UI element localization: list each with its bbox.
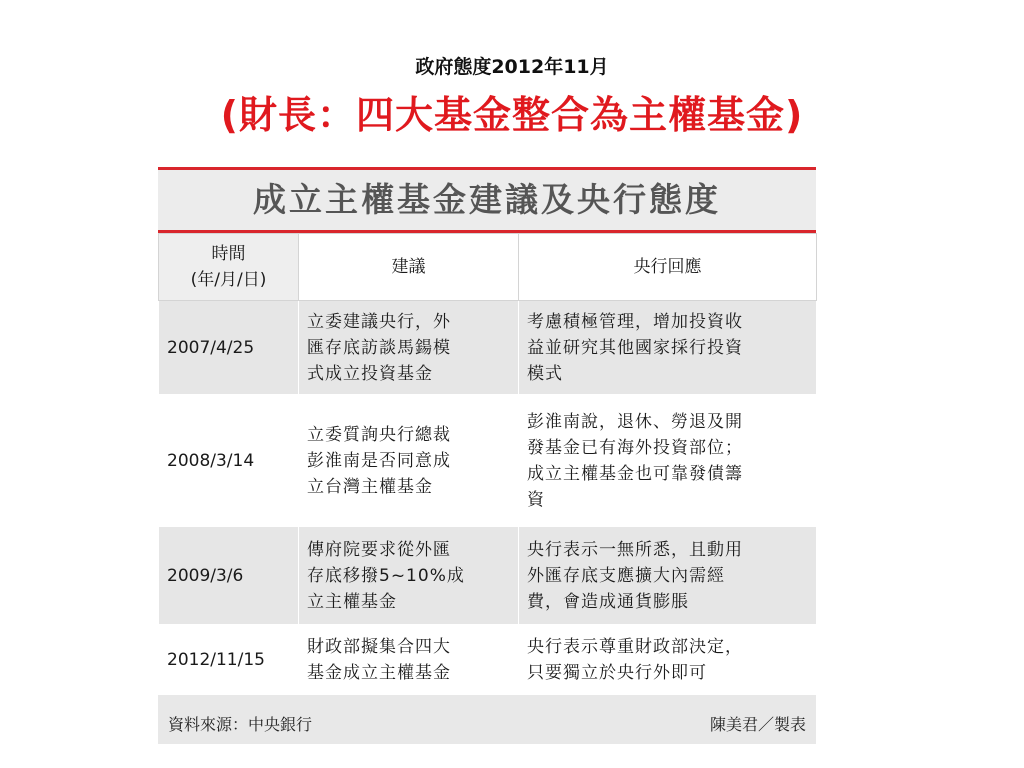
table-header-row <box>159 234 817 301</box>
row-date: 2009/3/6 <box>159 527 299 625</box>
cell-line: 成立主權基金也可靠發債籌 <box>527 463 743 484</box>
row-date: 2008/3/14 <box>159 395 299 527</box>
cell-line: 模式 <box>527 363 563 384</box>
row-response <box>519 625 817 695</box>
cell-line: 外匯存底支應擴大內需經 <box>527 565 725 586</box>
table-row <box>159 527 817 625</box>
cell-line: 發基金已有海外投資部位； <box>527 437 743 458</box>
table-card <box>158 167 816 744</box>
slide-subtitle: 政府態度2012年11月 <box>415 56 609 78</box>
cell-line: 彭淮南說，退休、勞退及開 <box>527 411 743 432</box>
cell-line: 益並研究其他國家採行投資 <box>527 337 743 358</box>
row-response <box>519 527 817 625</box>
header-time <box>159 234 299 301</box>
table-row <box>159 395 817 527</box>
cell-line: 只要獨立於央行外即可 <box>527 662 707 683</box>
table-row <box>159 301 817 395</box>
row-response <box>519 301 817 395</box>
row-suggestion <box>299 395 519 527</box>
row-date: 2007/4/25 <box>159 301 299 395</box>
cell-line: 基金成立主權基金 <box>307 662 451 683</box>
table-heading: 成立主權基金建議及央行態度 <box>158 170 816 233</box>
cell-line: 考慮積極管理，增加投資收 <box>527 311 743 332</box>
slide-title: (財長：四大基金整合為主權基金) <box>220 93 804 137</box>
cell-line: 立台灣主權基金 <box>307 476 433 497</box>
cell-line: 存底移撥5~10%成 <box>307 565 465 586</box>
cell-line: 立委建議央行，外 <box>307 311 451 332</box>
cell-line: 立主權基金 <box>307 591 397 612</box>
row-date: 2012/11/15 <box>159 625 299 695</box>
cell-line: 傳府院要求從外匯 <box>307 539 451 560</box>
header-time-line2: (年/月/日) <box>190 270 267 290</box>
table-row <box>159 625 817 695</box>
cell-line: 央行表示尊重財政部決定， <box>527 636 743 657</box>
cell-line: 立委質詢央行總裁 <box>307 424 451 445</box>
data-table <box>158 233 817 695</box>
row-suggestion <box>299 301 519 395</box>
cell-line: 資 <box>527 489 545 510</box>
cell-line: 彭淮南是否同意成 <box>307 450 451 471</box>
cell-line: 匯存底訪談馬鍚模 <box>307 337 451 358</box>
cell-line: 費，會造成通貨膨脹 <box>527 591 689 612</box>
header-time-line1: 時間 <box>211 244 246 264</box>
footer-source: 資料來源：中央銀行 <box>168 715 313 734</box>
cell-line: 式成立投資基金 <box>307 363 433 384</box>
header-response: 央行回應 <box>519 234 817 301</box>
header-suggestion: 建議 <box>299 234 519 301</box>
row-response <box>519 395 817 527</box>
row-suggestion <box>299 527 519 625</box>
table-footer <box>158 706 816 744</box>
cell-line: 央行表示一無所悉，且動用 <box>527 539 743 560</box>
footer-credit: 陳美君／製表 <box>709 715 806 734</box>
cell-line: 財政部擬集合四大 <box>307 636 451 657</box>
row-suggestion <box>299 625 519 695</box>
